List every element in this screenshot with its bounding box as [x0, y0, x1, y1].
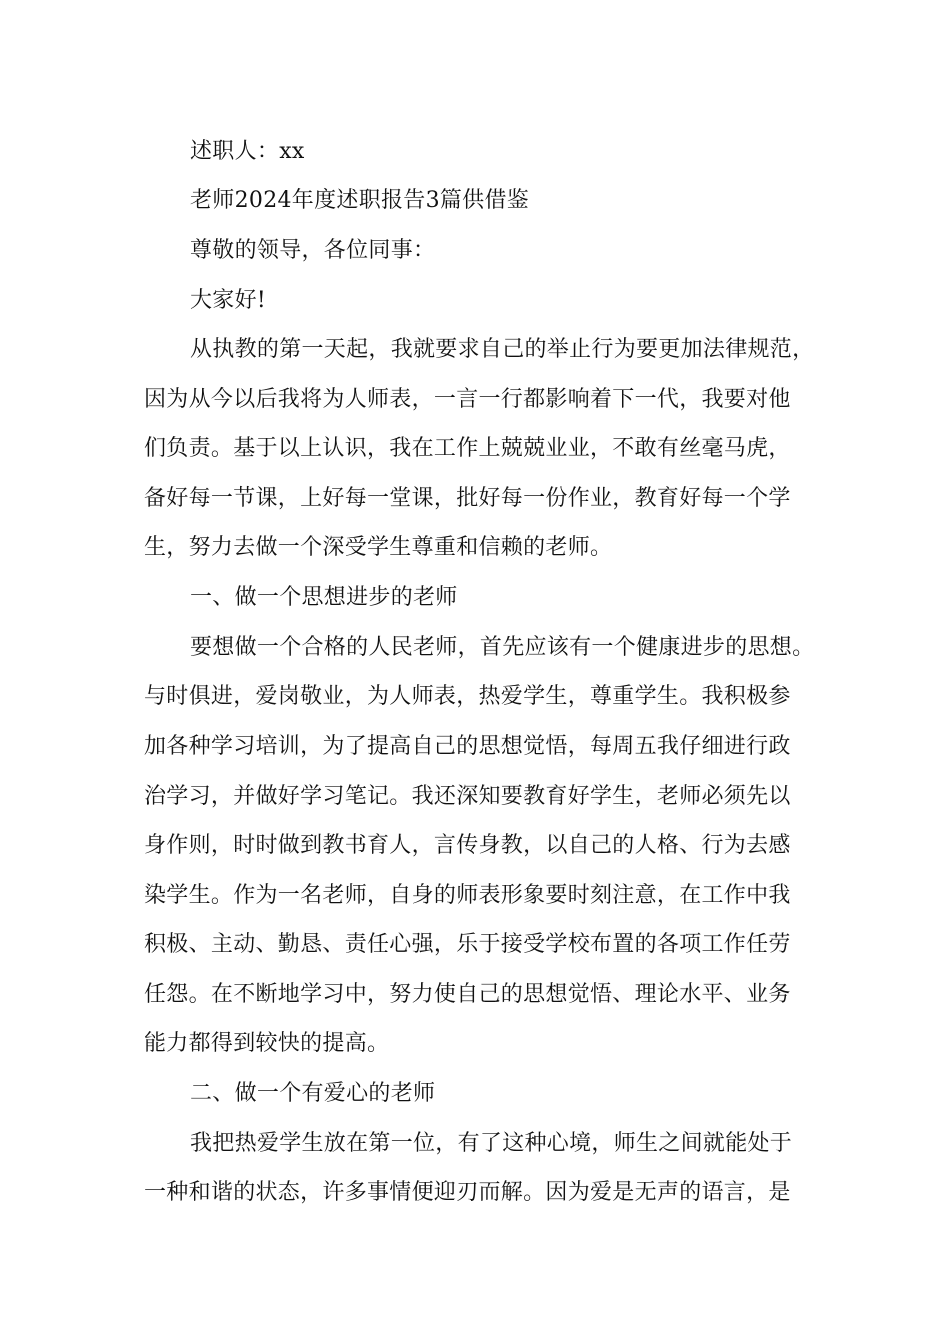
section-heading: 二、做一个有爱心的老师: [190, 1081, 436, 1106]
paragraph-line: 要想做一个合格的人民老师，首先应该有一个健康进步的思想。: [190, 635, 815, 660]
paragraph-line: 治学习，并做好学习笔记。我还深知要教育好学生，老师必须先以: [144, 784, 791, 809]
paragraph-line: 一种和谐的状态，许多事情便迎刃而解。因为爱是无声的语言，是: [144, 1180, 791, 1205]
paragraph-line: 与时俱进，爱岗敬业，为人师表，热爱学生，尊重学生。我积极参: [144, 684, 791, 709]
paragraph-line: 能力都得到较快的提高。: [144, 1031, 390, 1056]
greeting: 大家好!: [190, 288, 267, 313]
section-heading: 一、做一个思想进步的老师: [190, 585, 458, 610]
paragraph-line: 从执教的第一天起，我就要求自己的举止行为要更加法律规范，: [190, 337, 815, 362]
salutation: 尊敬的领导，各位同事：: [190, 238, 436, 263]
paragraph-line: 们负责。基于以上认识，我在工作上兢兢业业，不敢有丝毫马虎，: [144, 436, 791, 461]
document-title: 老师2024年度述职报告3篇供借鉴: [190, 188, 530, 213]
paragraph-line: 身作则，时时做到教书育人，言传身教，以自己的人格、行为去感: [144, 833, 791, 858]
paragraph-line: 积极、主动、勤恳、责任心强，乐于接受学校布置的各项工作任劳: [144, 932, 791, 957]
paragraph-line: 因为从今以后我将为人师表，一言一行都影响着下一代，我要对他: [144, 387, 791, 412]
paragraph-line: 任怨。在不断地学习中，努力使自己的思想觉悟、理论水平、业务: [144, 982, 791, 1007]
paragraph-line: 加各种学习培训，为了提高自己的思想觉悟，每周五我仔细进行政: [144, 734, 791, 759]
paragraph-line: 我把热爱学生放在第一位，有了这种心境，师生之间就能处于: [190, 1131, 793, 1156]
paragraph-line: 染学生。作为一名老师，自身的师表形象要时刻注意，在工作中我: [144, 883, 791, 908]
paragraph-line: 备好每一节课，上好每一堂课，批好每一份作业，教育好每一个学: [144, 486, 791, 511]
author-line: 述职人：xx: [190, 139, 305, 164]
paragraph-line: 生，努力去做一个深受学生尊重和信赖的老师。: [144, 535, 613, 560]
